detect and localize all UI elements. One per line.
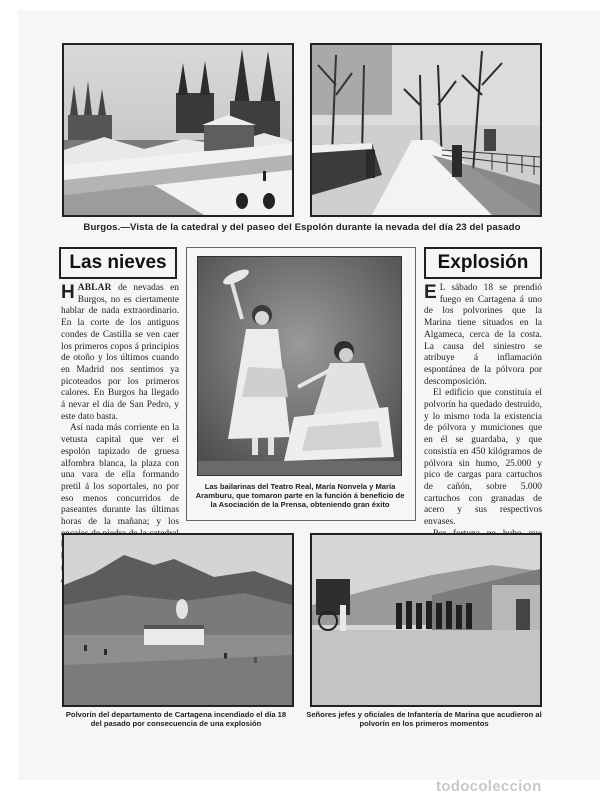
- photo-marine-officers: [310, 533, 542, 707]
- powder-magazine-caption: Polvorín del departamento de Cartagena incendiado el día 18 del pasado por consecuencia de una explosión: [65, 710, 287, 728]
- photo-burgos-cathedral: [62, 43, 294, 217]
- las-nieves-heading: Las nieves: [59, 247, 177, 279]
- explosion-paragraph-1: [424, 283, 542, 388]
- las-nieves-paragraph-1: [61, 283, 179, 423]
- explosion-paragraph-1-text: L sábado 18 se prendió fuego en Cartagena á uno de los polvorines que la Marina tiene situados en la Algameca, cerca de la costa. La causa del siniestro se atribuye á inflamación espontánea de la pólvora por descomposición.: [424, 283, 542, 387]
- marine-officers-caption: Señores jefes y oficiales de Infantería de Marina que acudieron al polvorín en los primeros momentos: [306, 710, 542, 728]
- explosion-heading: Explosión: [424, 247, 542, 279]
- dancers-frame: [186, 247, 416, 521]
- explosion-paragraph-2: El edificio que constituía el polvorín ha quedado destruido, y lo mismo toda la existencia de pólvora y municiones que en él se guardaba, y que consistía en 450 kilógramos de pólvora sin humo, 25.000 y pico de cargas para cartuchos de cañón, sobre 5.000 cartuchos con granadas de acero y sus respectivos envases.: [424, 388, 542, 528]
- photo-powder-magazine: [62, 533, 294, 707]
- dropcap-e: E: [424, 282, 437, 303]
- photo-dancers: [197, 256, 402, 476]
- paragraph-1-rest: de nevadas en Burgos, no es ciertamente hablar de nada extraordinario. En la corte de los antiguos condes de Castilla se ven caer los primeros copos á principios de otoño y los últimos cuando en Madrid nos sentimos ya picoteados por los primeros calores. En Burgos ha llegado á nevar el día de San Pedro, y este dato basta.: [61, 283, 179, 422]
- top-photos-caption: Burgos.—Vista de la catedral y del paseo del Espolón durante la nevada del día 23 del pasado: [83, 222, 521, 233]
- las-nieves-paragraph-2: Así nada más corriente en la vetusta capital que ver el espolón tapizado de gruesa alfombra blanca, la plaza con una vara de ella formando pretil á los soportales, no por eso menos concurridos de paseantes durante las últimas horas de la mañana; y los: [61, 423, 179, 528]
- dancers-caption: Las bailarinas del Teatro Real, María Nonvela y María Aramburu, que tomaron parte en la función á beneficio de la Asociación de la Prensa, obteniendo gran éxito: [195, 482, 405, 509]
- watermark: todocoleccion: [436, 778, 542, 795]
- dropcap-h: H: [61, 282, 75, 303]
- lead-word: ABLAR: [77, 283, 112, 293]
- photo-espolon-promenade: [310, 43, 542, 217]
